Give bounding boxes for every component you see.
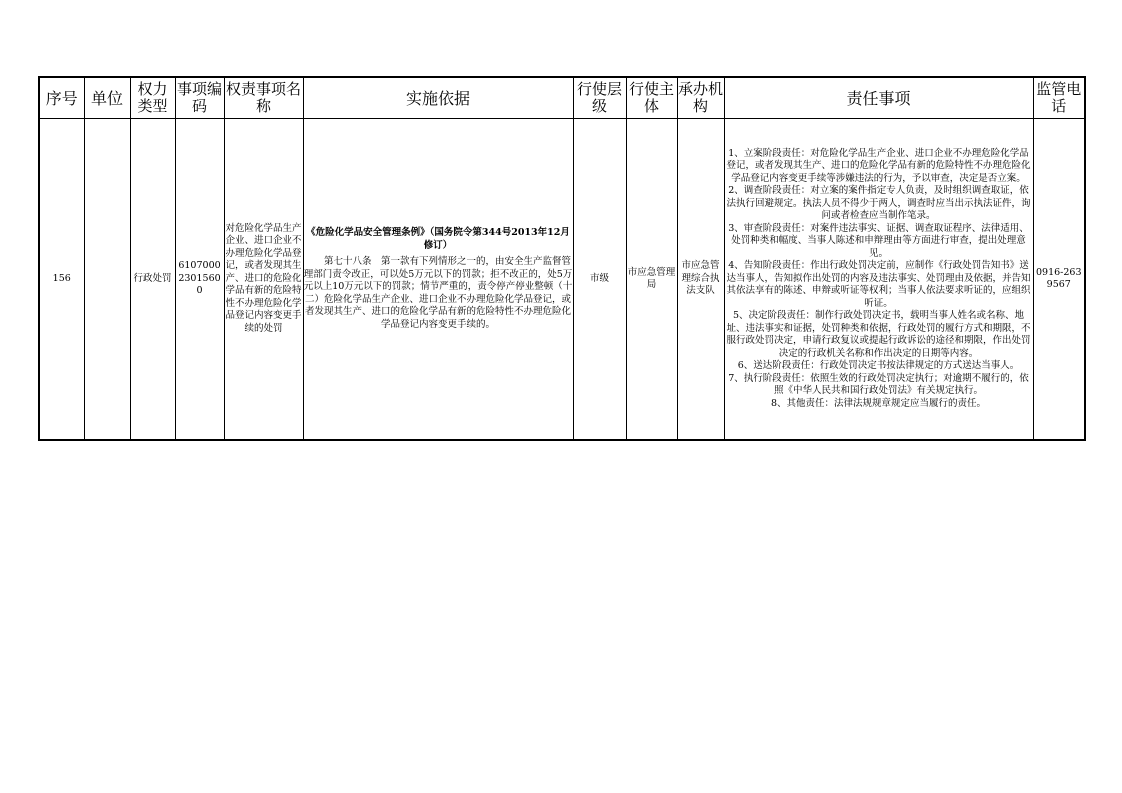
header-power-type: 权力类型 (130, 77, 175, 119)
header-handler: 承办机构 (677, 77, 724, 119)
responsibility-item: 7、执行阶段责任：依照生效的行政处罚决定执行；对逾期不履行的，依照《中华人民共和国行政处罚法》有关规定执行。 (728, 372, 1029, 397)
cell-seq: 156 (39, 119, 84, 441)
table-row (39, 119, 1085, 441)
cell-power-type: 行政处罚 (130, 119, 175, 441)
basis-title: 《危险化学品安全管理条例》（国务院令第344号2013年12月修订） (306, 227, 570, 251)
responsibility-item: 1、立案阶段责任：对危险化学品生产企业、进口企业不办理危险化学品登记，或者发现其生产、进口的危险化学品有新的危险特性不办理危险化学品登记内容变更手续等涉嫌违法的行为，予以审查，决定是否立案。 (726, 147, 1031, 184)
cell-unit (84, 119, 130, 441)
responsibility-item: 5、决定阶段责任：制作行政处罚决定书，载明当事人姓名或名称、地址、违法事实和证据，处罚种类和依据，行政处罚的履行方式和期限，不服行政处罚决定，申请行政复议或提起行政诉讼的途径和期限，作出处罚决定的行政机关名称和作出决定的日期等内容。 (726, 310, 1031, 359)
cell-level: 市级 (573, 119, 626, 441)
cell-subject: 市应急管理局 (626, 119, 677, 441)
power-list-table (38, 76, 1086, 441)
responsibility-item: 6、送达阶段责任：行政处罚决定书按法律规定的方式送达当事人。 (737, 360, 1020, 372)
basis-body: 第七十八条 第一款有下列情形之一的，由安全生产监督管理部门责令改正，可以处5万元以下的罚款；拒不改正的，处5万元以上10万元以下的罚款；情节严重的，责令停产停业整顿（十二）危险化学品生产企业、进口企业不办理危险化学品登记，或者发现其生产、进口的危险化学品有新的危险特性不办理危险化学品登记内容变更手续的。 (303, 256, 573, 330)
cell-item-name: 对危险化学品生产企业、进口企业不办理危险化学品登记，或者发现其生产、进口的危险化学品有新的危险特性不办理危险化学品登记内容变更手续的处罚 (224, 119, 303, 441)
cell-item-code: 610700023015600 (175, 119, 224, 441)
header-phone: 监管电话 (1033, 77, 1085, 119)
header-basis: 实施依据 (303, 77, 573, 119)
responsibility-item: 3、审查阶段责任：对案件违法事实、证据、调查取证程序、法律适用、处罚种类和幅度、当事人陈述和申辩理由等方面进行审查，提出处理意见。 (728, 222, 1029, 259)
responsibility-item: 8、其他责任：法律法规规章规定应当履行的责任。 (770, 397, 987, 409)
responsibility-item: 2、调查阶段责任：对立案的案件指定专人负责，及时组织调查取证，依法执行回避规定。执法人员不得少于两人，调查时应当出示执法证件，询问或者检查应当制作笔录。 (726, 185, 1031, 222)
cell-phone: 0916-2639567 (1033, 119, 1085, 441)
header-unit: 单位 (84, 77, 130, 119)
header-item-code: 事项编码 (175, 77, 224, 119)
responsibility-item: 4、告知阶段责任：作出行政处罚决定前，应制作《行政处罚告知书》送达当事人，告知拟作出处罚的内容及违法事实、处罚理由及依据，并告知其依法享有的陈述、申辩或听证等权利；当事人依法要求听证的，应组织听证。 (726, 260, 1031, 309)
header-item-name: 权责事项名称 (224, 77, 303, 119)
header-level: 行使层级 (573, 77, 626, 119)
cell-basis (303, 119, 573, 441)
cell-responsibility (724, 119, 1033, 441)
header-row (39, 77, 1085, 119)
header-subject: 行使主体 (626, 77, 677, 119)
cell-handler: 市应急管理综合执法支队 (677, 119, 724, 441)
header-seq: 序号 (39, 77, 84, 119)
header-responsibility: 责任事项 (724, 77, 1033, 119)
